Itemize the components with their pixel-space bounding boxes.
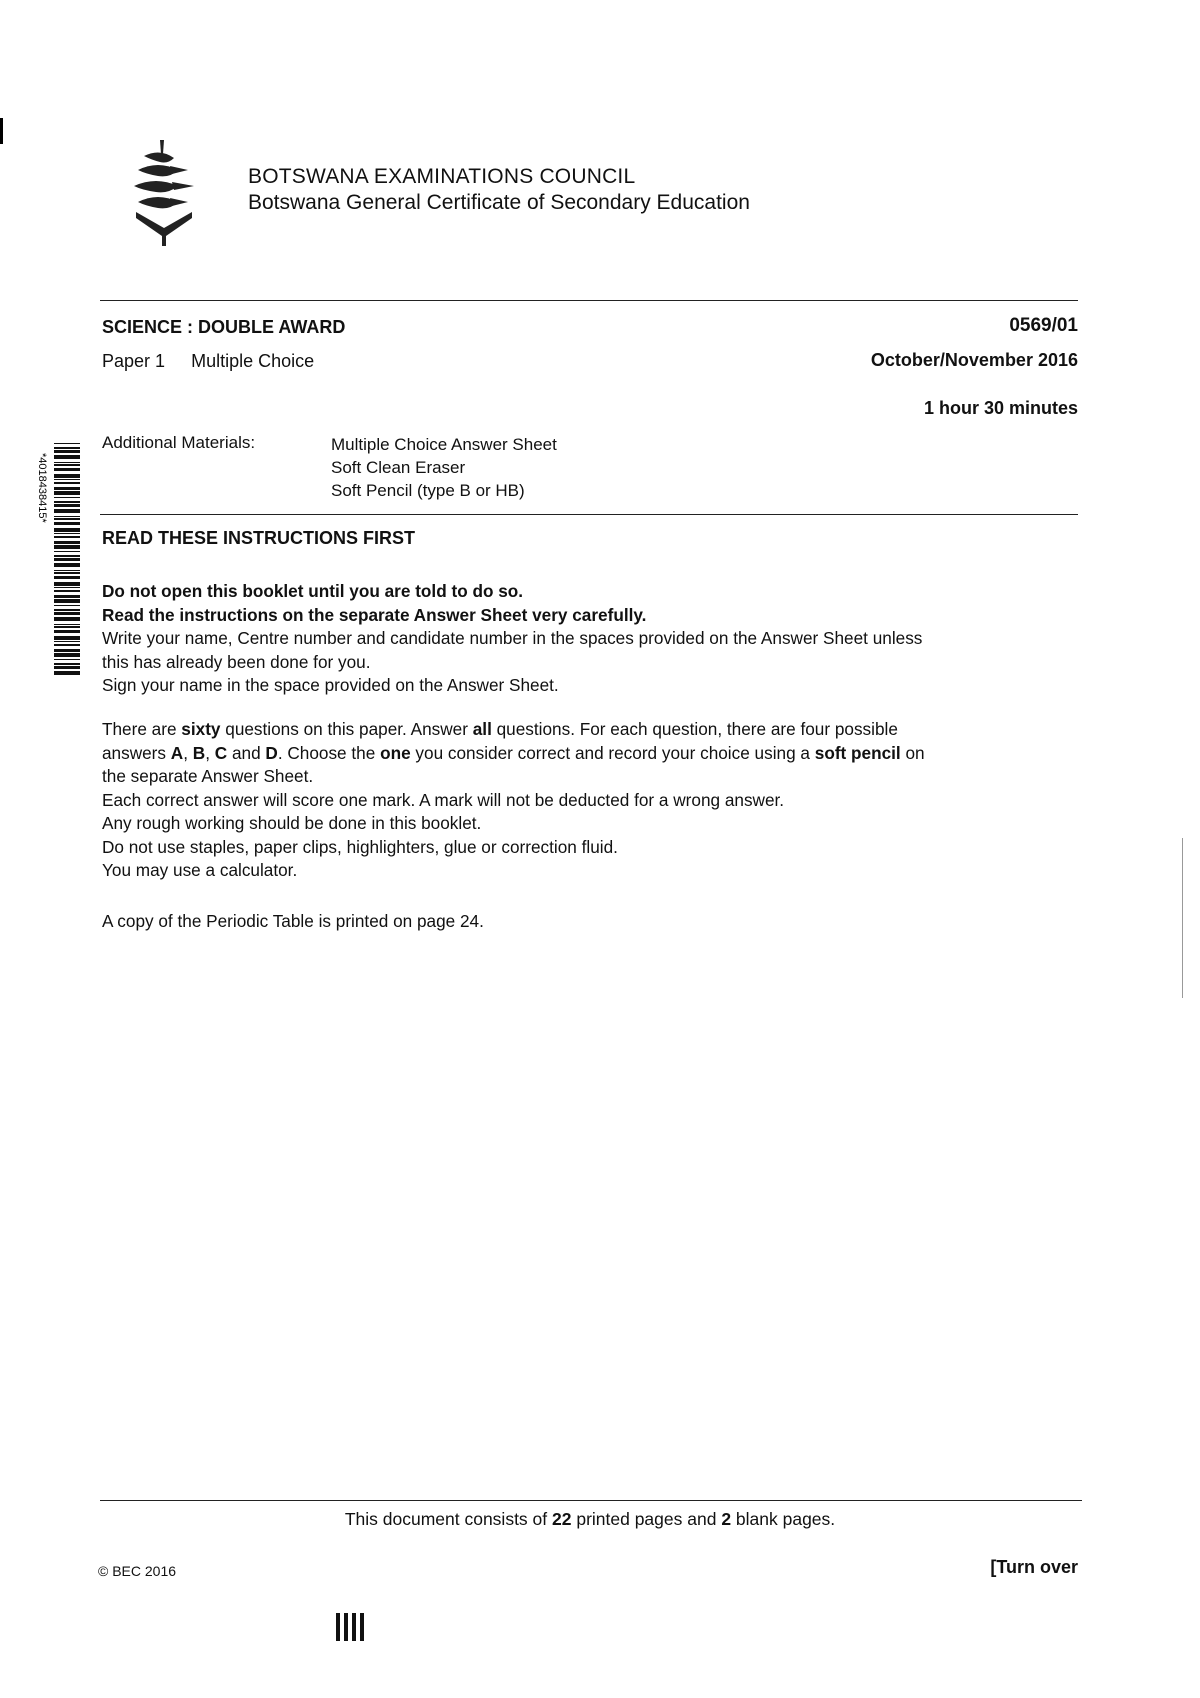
certificate-name: Botswana General Certificate of Secondary Education <box>248 191 750 214</box>
exam-duration: 1 hour 30 minutes <box>923 398 1078 418</box>
materials-label: Additional Materials: <box>102 433 256 452</box>
materials-item: Soft Pencil (type B or HB) <box>331 481 525 500</box>
instructions-block <box>102 580 1092 698</box>
paper-info <box>102 351 314 372</box>
paper-number: Paper 1 <box>102 351 166 371</box>
council-name: BOTSWANA EXAMINATIONS COUNCIL <box>248 165 636 188</box>
instruction-line: Read the instructions on the separate Answer Sheet very carefully. <box>102 604 647 625</box>
page-count-note: This document consists of 22 printed pages and 2 blank pages. <box>344 1509 836 1529</box>
exam-session: October/November 2016 <box>870 350 1078 370</box>
instruction-line: Each correct answer will score one mark. A mark will not be deducted for a wrong answer. <box>102 789 785 810</box>
instruction-line: Any rough working should be done in this booklet. <box>102 813 482 833</box>
divider <box>100 1500 1082 1501</box>
instructions-heading: READ THESE INSTRUCTIONS FIRST <box>102 528 416 548</box>
barcode-text: *4018438415* <box>36 453 48 523</box>
instruction-line: A copy of the Periodic Table is printed on page 24. <box>102 911 484 931</box>
instruction-line: You may use a calculator. <box>102 860 298 880</box>
subject-title: SCIENCE : DOUBLE AWARD <box>102 317 346 337</box>
materials-item: Soft Clean Eraser <box>331 458 466 477</box>
scan-mark <box>0 118 3 144</box>
instruction-line: the separate Answer Sheet. <box>102 766 314 786</box>
instruction-line: answers A, B, C and D. Choose the one you consider correct and record your choice using a soft pencil on <box>102 742 925 763</box>
instruction-line: this has already been done for you. <box>102 651 371 672</box>
materials-item: Multiple Choice Answer Sheet <box>331 435 557 454</box>
materials-list <box>331 433 557 502</box>
instructions-block <box>102 910 1092 934</box>
divider <box>100 300 1078 301</box>
bec-crest-icon <box>130 136 206 248</box>
paper-type: Multiple Choice <box>191 351 315 371</box>
turn-over: [Turn over <box>990 1557 1078 1577</box>
instructions-block <box>102 718 1092 883</box>
instruction-line: There are sixty questions on this paper. Answer all questions. For each question, there are four possible <box>102 719 898 739</box>
instruction-line: Do not use staples, paper clips, highlighters, glue or correction fluid. <box>102 836 618 857</box>
scan-mark <box>1182 838 1183 998</box>
instruction-line: Write your name, Centre number and candidate number in the spaces provided on the Answer Sheet unless <box>102 628 923 648</box>
instruction-line: Do not open this booklet until you are told to do so. <box>102 581 524 601</box>
paper-code: 0569/01 <box>1009 315 1078 336</box>
qr-code-icon <box>332 1613 364 1641</box>
copyright: © BEC 2016 <box>98 1563 177 1579</box>
instruction-line: Sign your name in the space provided on the Answer Sheet. <box>102 675 559 695</box>
barcode-icon <box>32 443 82 683</box>
divider <box>100 514 1078 515</box>
